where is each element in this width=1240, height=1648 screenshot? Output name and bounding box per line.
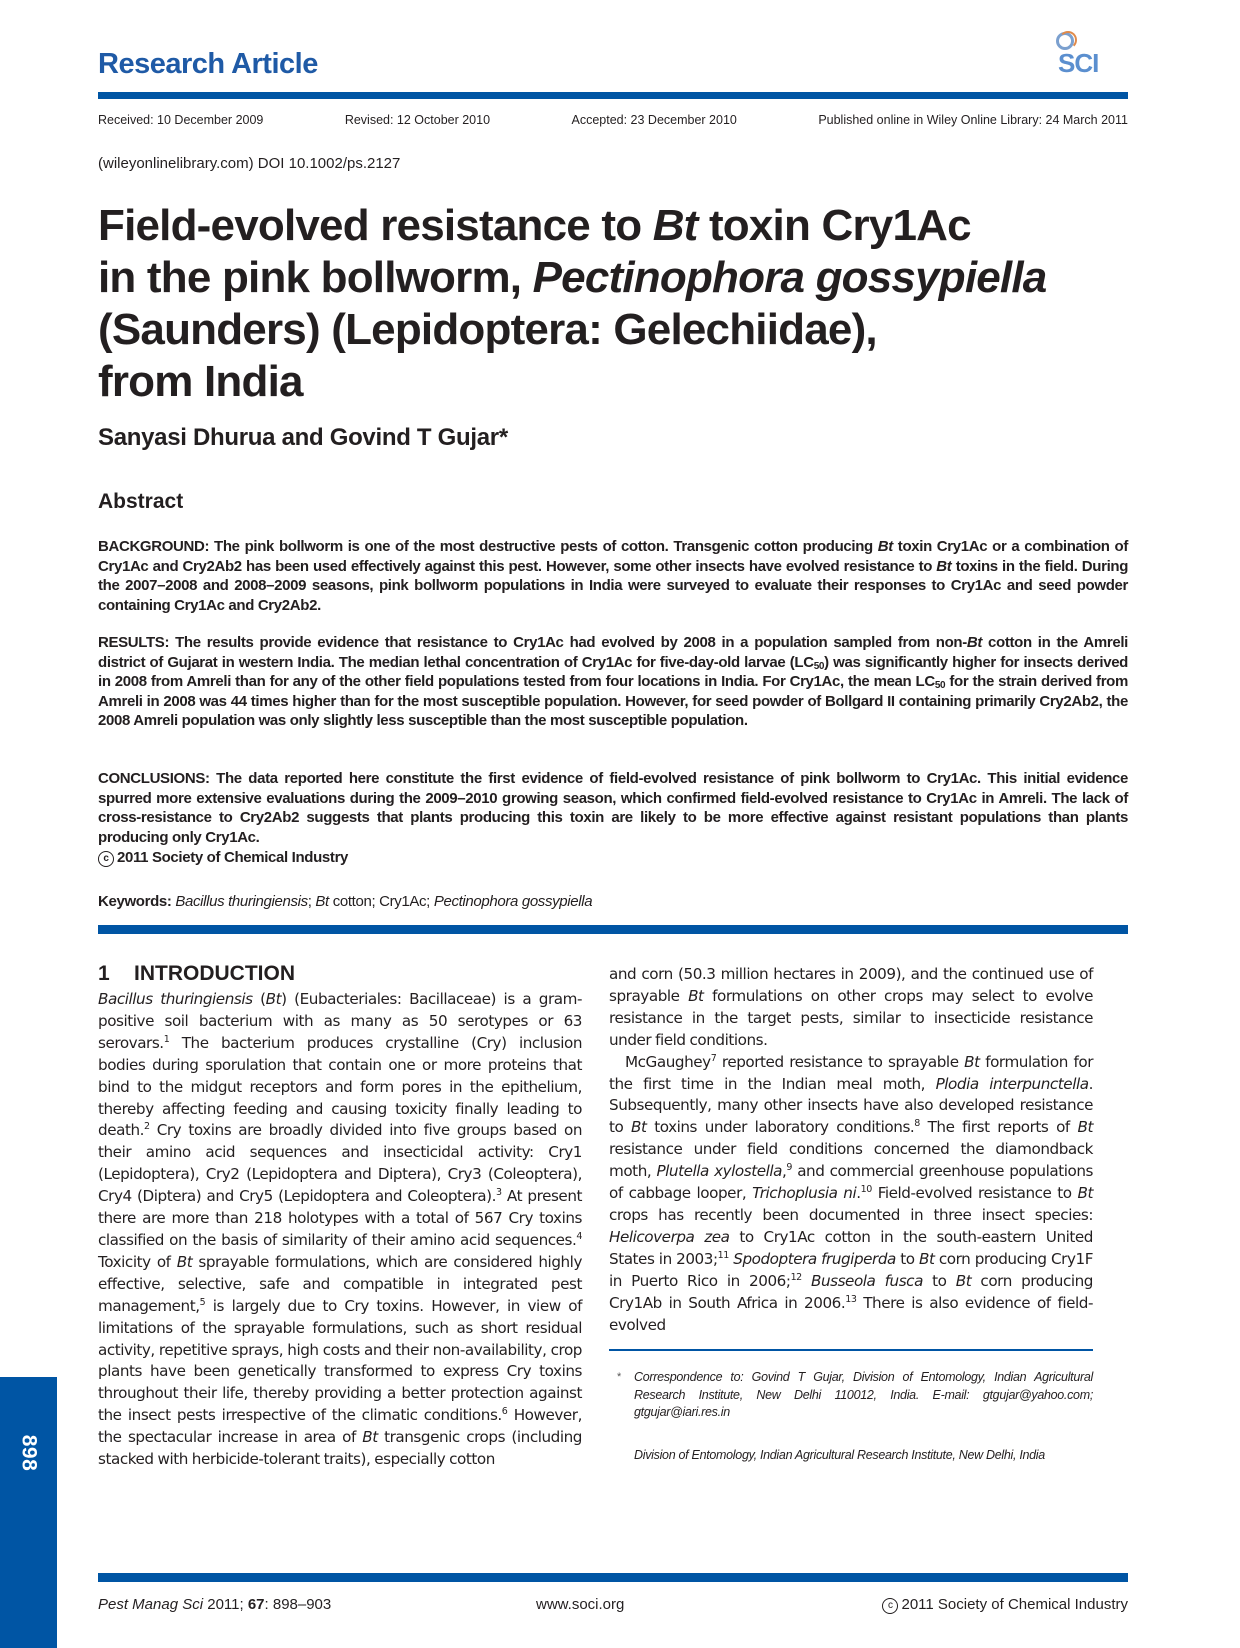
logo-ring-accent-icon — [1059, 31, 1077, 49]
section-number: 1 — [98, 962, 110, 985]
received-date: Received: 10 December 2009 — [98, 113, 264, 127]
citation-volume: 67 — [247, 1596, 265, 1613]
article-title — [98, 200, 1138, 408]
published-date: Published online in Wiley Online Library: 24 March 2011 — [818, 113, 1128, 127]
abstract-copyright-text: 2011 Society of Chemical Industry — [117, 849, 349, 866]
website-link[interactable]: www.soci.org — [536, 1596, 625, 1613]
title-line: (Saunders) (Lepidoptera: Gelechiidae), — [98, 305, 877, 354]
keyword[interactable]: Bacillus thuringiensis; — [175, 893, 316, 910]
affiliation-footnote: Division of Entomology, Indian Agricultural Research Institute, New Delhi, India — [634, 1448, 1045, 1462]
page-number-tab — [0, 1377, 57, 1648]
correspondence-text[interactable]: Correspondence to: Govind T Gujar, Division of Entomology, Indian Agricultural Research Institute, New Delhi 110012, India. E-mail: gtgujar@yahoo.com; gtgujar@iari.res.in — [634, 1370, 1093, 1419]
accepted-date: Accepted: 23 December 2010 — [571, 113, 737, 127]
abstract-results: RESULTS: The results provide evidence that resistance to Cry1Ac had evolved by 2008 in a population sampled from non-Bt cotton in the Amreli district of Gujarat in western India. The median lethal concentration of Cry1Ac for five-day-old larvae $(LC_{50})$ was significantly higher for insects derived in 2008 from Amreli than for any of the other field populations tested from four locations in India. For Cry1Ac, the mean $LC_{50}$ for the strain derived from Amreli in 2008 was 44 times higher than for the most susceptible population. However, for seed powder of Bollgard II containing primarily Cry2Ab2, the 2008 Amreli population was only slightly less susceptible than the most susceptible population. — [98, 634, 1128, 730]
abstract-divider — [98, 925, 1128, 934]
body-paragraph: and corn (50.3 million hectares in 2009), and the continued use of sprayable Bt formulations on other crops may select to evolve resistance in the target pests, similar to insecticide resistance under field conditions. — [609, 965, 1093, 1049]
abstract-background: BACKGROUND: The pink bollworm is one of the most destructive pests of cotton. Transgenic cotton producing Bt toxin Cry1Ac or a combination of Cry1Ac and Cry2Ab2 has been used effectively against this pest. However, some other insects have evolved resistance to Bt toxins in the field. During the 2007–2008 and 2008–2009 seasons, pink bollworm populations in India were surveyed to evaluate their responses to Cry1Ac and seed powder containing Cry1Ac and Cry2Ab2. — [98, 538, 1129, 614]
copyright-icon: c — [882, 1598, 898, 1614]
author-list: Sanyasi Dhurua and Govind T Gujar* — [98, 424, 508, 451]
correspondence-footnote — [609, 1369, 1093, 1422]
footer-divider — [98, 1573, 1128, 1582]
page-number-text: 898 — [17, 1434, 41, 1472]
footnote-marker: * — [617, 1371, 621, 1383]
citation-year: 2011; — [203, 1596, 248, 1613]
citation-journal: Pest Manag Sci — [98, 1596, 204, 1613]
revised-date: Revised: 12 October 2010 — [344, 113, 491, 127]
footnote-divider — [609, 1349, 1093, 1351]
title-line: from India — [98, 357, 303, 406]
keyword[interactable]: Cry1Ac; — [379, 893, 434, 910]
abstract-copyright — [98, 849, 348, 867]
abstract-heading: Abstract — [98, 490, 184, 513]
body-paragraph: Bacillus thuringiensis (Bt) (Eubacteriales: Bacillaceae) is a gram-positive soil bacterium with as many as 50 serotypes or 63 serovars.$^1$ The bacterium produces crystalline (Cry) inclusion bodies during sporulation that contain one or more proteins that bind to the midgut receptors and form pores in the epithelium, thereby affecting feeding and causing toxicity finally leading to death.$^2$ Cry toxins are broadly divided into five groups based on their amino acid sequences and insecticidal activity: Cry1 (Lepidoptera), Cry2 (Lepidoptera and Diptera), Cry3 (Coleoptera), Cry4 (Diptera) and Cry5 (Lepidoptera and Coleoptera).$^3$ At present there are more than 218 holotypes with a total of 567 Cry toxins classified on the basis of similarity of their amino acid sequences.$^4$ Toxicity of Bt sprayable formulations, which are considered highly effective, selective, safe and compatible in integrated pest management,$^5$ is largely due to Cry toxins. However, in view of limitations of the sprayable formulations, such as short residual activity, repetitive sprays, high costs and their non-availability, crop plants have been genetically transformed to express Cry toxins throughout their life, thereby providing a better protection against the insect pests irrespective of the climatic conditions.$^6$ However, the spectacular increase in area of Bt transgenic crops (including stacked with herbicide-tolerant traits), especially cotton — [98, 990, 583, 1469]
title-line: in the pink bollworm, Pectinophora gossypiella — [98, 253, 1047, 302]
citation-pages: : 898–903 — [264, 1596, 332, 1613]
page-number — [0, 1428, 57, 1478]
article-dates — [98, 113, 1128, 127]
title-line: Field-evolved resistance to Bt toxin Cry1Ac — [98, 201, 971, 250]
section-title: INTRODUCTION — [134, 962, 295, 985]
footer-copyright-text: 2011 Society of Chemical Industry — [901, 1596, 1128, 1613]
keyword[interactable]: Bt cotton; — [315, 893, 380, 910]
keywords-label: Keywords: — [98, 893, 172, 910]
logo-text: SCI — [1058, 48, 1099, 78]
citation — [98, 1596, 331, 1613]
section-heading — [98, 962, 295, 986]
footer-copyright — [882, 1596, 1128, 1614]
body-column-left — [98, 989, 582, 1471]
keywords — [98, 893, 592, 910]
body-paragraph: McGaughey$^7$ reported resistance to sprayable Bt formulation for the first time in the Indian meal moth, Plodia interpunctella. Subsequently, many other insects have also developed resistance to Bt toxins under laboratory conditions.$^8$ The first reports of Bt resistance under field conditions concerned the diamondback moth, Plutella xylostella,$^9$ and commercial greenhouse populations of cabbage looper, Trichoplusia ni.$^{10}$ Field-evolved resistance to Bt crops has recently been documented in three insect species: Helicoverpa zea to Cry1Ac cotton in the south-eastern United States in 2003;$^{11}$ Spodoptera frugiperda to Bt corn producing Cry1F in Puerto Rico in 2006;$^{12}$ Busseola fusca to Bt corn producing Cry1Ab in South Africa in 2006.13 There is also evidence of field-evolved — [609, 1052, 1093, 1334]
body-column-right — [609, 964, 1093, 1336]
sci-logo[interactable] — [1048, 30, 1128, 84]
keyword[interactable]: Pectinophora gossypiella — [433, 893, 593, 910]
copyright-icon: c — [98, 851, 114, 867]
header-divider — [98, 92, 1128, 99]
abstract-conclusions: CONCLUSIONS: The data reported here constitute the first evidence of field-evolved resistance of pink bollworm to Cry1Ac. This initial evidence spurred more extensive evaluations during the 2009–2010 growing season, which confirmed field-evolved resistance to Cry1Ac in Amreli. The lack of cross-resistance to Cry2Ab2 suggests that plants producing this toxin are likely to be more effective against resistant populations than plants producing only Cry1Ac. — [98, 770, 1128, 846]
doi-link[interactable]: (wileyonlinelibrary.com) DOI 10.1002/ps.2127 — [98, 155, 401, 172]
article-type-heading: Research Article — [98, 48, 318, 80]
